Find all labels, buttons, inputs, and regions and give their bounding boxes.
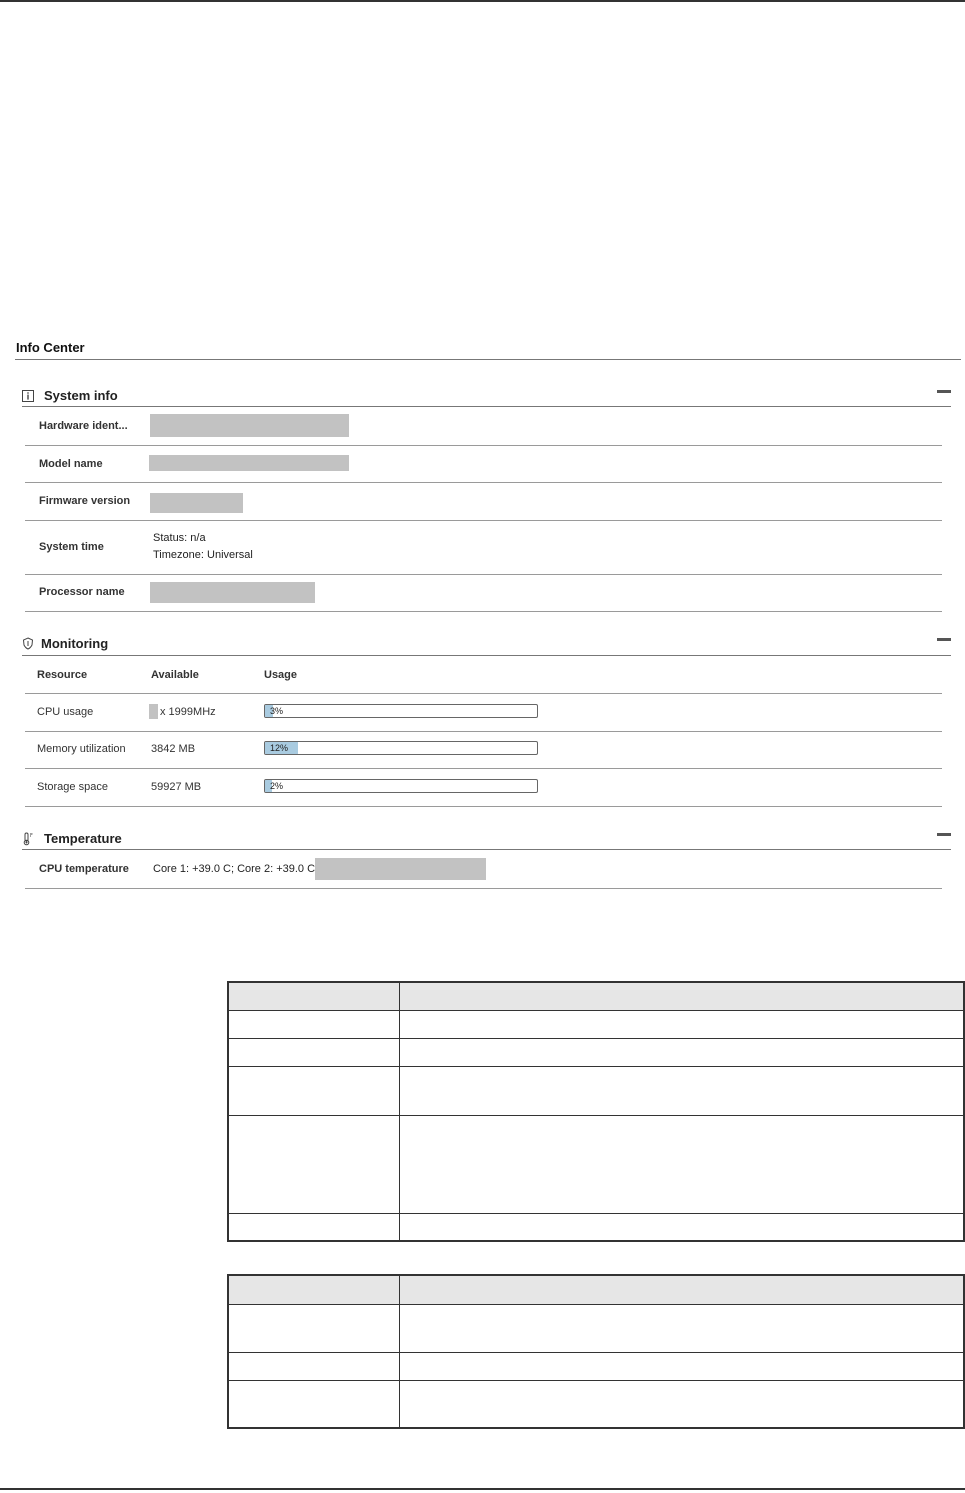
usage-column-header: Usage (264, 669, 298, 681)
cpu-available: x 1999MHz (160, 706, 216, 718)
storage-usage-percent: 2% (270, 781, 284, 791)
hardware-id-label: Hardware ident... (39, 420, 128, 432)
model-name-label: Model name (39, 458, 103, 470)
info-center-divider (15, 359, 961, 360)
table-row (228, 1352, 964, 1380)
storage-usage-bar (264, 779, 538, 793)
cpu-usage-bar (264, 704, 538, 718)
table-row (228, 1380, 964, 1428)
monitoring-header (22, 636, 951, 654)
memory-available: 3842 MB (151, 743, 196, 755)
firmware-version-row (25, 483, 942, 521)
monitoring-title: Monitoring (41, 636, 109, 651)
collapse-temperature-button[interactable] (937, 833, 951, 836)
processor-name-row (25, 575, 942, 612)
system-time-status: Status: n/a (153, 532, 206, 544)
hardware-id-redacted (150, 414, 349, 437)
info-center-title: Info Center (16, 340, 85, 355)
memory-usage-bar (264, 741, 538, 755)
system-time-label: System time (39, 541, 104, 553)
system-info-title: System info (44, 388, 118, 403)
memory-usage-percent: 12% (270, 743, 289, 753)
cpu-usage-percent: 3% (270, 706, 284, 716)
firmware-version-redacted (150, 493, 243, 513)
cpu-temperature-redacted (315, 858, 486, 880)
temperature-header (22, 831, 951, 849)
table-row (228, 1213, 964, 1241)
monitoring-header-row (25, 656, 942, 694)
cpu-temperature-label: CPU temperature (39, 863, 129, 875)
description-table-1 (227, 981, 965, 1242)
thermometer-icon (22, 832, 36, 846)
temperature-title: Temperature (44, 831, 122, 846)
processor-name-redacted (150, 582, 315, 603)
cpu-temperature-value: Core 1: +39.0 C; Core 2: +39.0 C (153, 863, 316, 875)
page-bottom-rule (0, 1488, 965, 1490)
collapse-system-info-button[interactable] (937, 390, 951, 393)
description-table-2 (227, 1274, 965, 1429)
cpu-usage-label: CPU usage (37, 706, 94, 718)
storage-available: 59927 MB (151, 781, 202, 793)
model-name-row (25, 446, 942, 483)
shield-icon (22, 637, 36, 651)
info-icon (22, 389, 36, 403)
resource-column-header: Resource (37, 669, 88, 681)
table-row (228, 1115, 964, 1213)
storage-space-label: Storage space (37, 781, 108, 793)
table-row (228, 1038, 964, 1066)
table-header-row (228, 982, 964, 1010)
system-info-header (22, 388, 951, 406)
model-name-redacted (149, 455, 349, 471)
system-time-row (25, 521, 942, 575)
table-row (228, 1304, 964, 1352)
firmware-version-label: Firmware version (39, 495, 131, 507)
cpu-count-redacted (149, 704, 158, 719)
page-top-rule (0, 0, 965, 2)
hardware-id-row (25, 407, 942, 446)
table-header-row (228, 1275, 964, 1304)
table-row (228, 1066, 964, 1115)
svg-text:F: F (30, 833, 33, 839)
table-row (228, 1010, 964, 1038)
available-column-header: Available (151, 669, 199, 681)
collapse-monitoring-button[interactable] (937, 638, 951, 641)
cpu-temperature-row (25, 850, 942, 889)
memory-utilization-label: Memory utilization (37, 743, 126, 755)
processor-name-label: Processor name (39, 586, 125, 598)
system-time-timezone: Timezone: Universal (153, 549, 253, 561)
